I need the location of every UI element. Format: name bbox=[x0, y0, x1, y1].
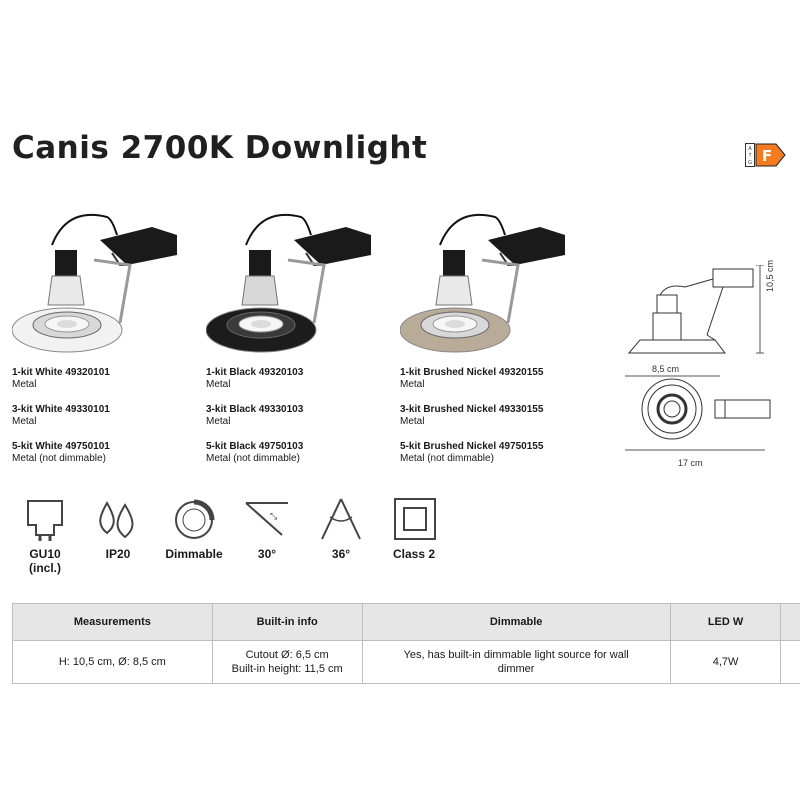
svg-text:A: A bbox=[748, 146, 752, 152]
feature-label: 30° bbox=[257, 547, 277, 561]
feature-label: Class 2 bbox=[392, 547, 436, 561]
variant-name: 5-kit Black 49750103 bbox=[206, 441, 304, 452]
variant-item bbox=[400, 441, 543, 465]
variant-item bbox=[400, 367, 543, 391]
feature-gu10 bbox=[15, 495, 75, 575]
variant-item bbox=[12, 367, 110, 391]
downlight-black-image bbox=[206, 205, 396, 355]
variant-item bbox=[12, 441, 110, 465]
table-row bbox=[13, 641, 800, 684]
variant-material: Metal (not dimmable) bbox=[12, 453, 106, 464]
top-view-drawing bbox=[615, 374, 775, 454]
variant-item bbox=[400, 404, 543, 428]
variant-item bbox=[206, 367, 303, 391]
header-builtin-info: Built-in info bbox=[212, 604, 362, 641]
cell-measurements: H: 10,5 cm, Ø: 8,5 cm bbox=[13, 641, 213, 684]
tilt-angle-icon bbox=[242, 495, 292, 543]
cell-led-w: 4,7W bbox=[670, 641, 781, 684]
builtin-height: Built-in height: 11,5 cm bbox=[231, 663, 343, 675]
beam-angle-icon bbox=[316, 495, 366, 543]
svg-text:↑: ↑ bbox=[747, 152, 753, 159]
header-dimmable: Dimmable bbox=[362, 604, 670, 641]
cell-builtin-info bbox=[212, 641, 362, 684]
downlight-brushed-nickel-image bbox=[400, 205, 590, 355]
header-measurements: Measurements bbox=[13, 604, 213, 641]
variant-item bbox=[12, 404, 110, 428]
energy-label bbox=[745, 143, 787, 167]
feature-30 bbox=[237, 495, 297, 561]
class2-icon bbox=[389, 495, 439, 543]
feature-label: IP20 bbox=[105, 547, 131, 561]
builtin-cutout: Cutout Ø: 6,5 cm bbox=[245, 649, 329, 661]
variant-name: 5-kit Brushed Nickel 49750155 bbox=[400, 441, 544, 452]
variant-material: Metal bbox=[206, 416, 231, 427]
svg-text:⤡: ⤡ bbox=[270, 511, 278, 521]
length-dimension: 17 cm bbox=[678, 458, 703, 468]
feature-ip20 bbox=[88, 495, 148, 561]
variant-name: 1-kit Black 49320103 bbox=[206, 367, 304, 378]
gu10-bulb-icon bbox=[20, 495, 70, 543]
variant-name: 5-kit White 49750101 bbox=[12, 441, 110, 452]
header-led-w: LED W bbox=[670, 604, 781, 641]
feature-label: Dimmable bbox=[165, 547, 223, 561]
feature-dimmable bbox=[164, 495, 224, 561]
variant-name: 3-kit Brushed Nickel 49330155 bbox=[400, 404, 544, 415]
variant-name: 3-kit Black 49330103 bbox=[206, 404, 304, 415]
variant-material: Metal bbox=[400, 379, 425, 390]
variant-item bbox=[206, 441, 303, 465]
variant-material: Metal bbox=[206, 379, 231, 390]
feature-label: 36° bbox=[331, 547, 351, 561]
variant-item bbox=[206, 404, 303, 428]
diameter-dimension: 8,5 cm bbox=[652, 364, 680, 374]
svg-text:G: G bbox=[748, 160, 752, 166]
side-view-drawing bbox=[615, 265, 775, 365]
variant-material: Metal bbox=[12, 379, 37, 390]
cell-dimmable bbox=[362, 641, 670, 684]
feature-label: GU10 bbox=[29, 547, 61, 561]
energy-class: F bbox=[761, 147, 773, 165]
variant-material: Metal (not dimmable) bbox=[206, 453, 300, 464]
feature-sublabel: (incl.) bbox=[29, 561, 61, 575]
downlight-white-image bbox=[12, 205, 202, 355]
page-title: Canis 2700K Downlight bbox=[12, 130, 428, 166]
cell-extra bbox=[781, 641, 800, 684]
variant-material: Metal (not dimmable) bbox=[400, 453, 494, 464]
variant-material: Metal bbox=[400, 416, 425, 427]
product-white bbox=[12, 205, 202, 465]
variant-name: 1-kit White 49320101 bbox=[12, 367, 110, 378]
dimmable-icon bbox=[169, 495, 219, 543]
dimmable-line2: dimmer bbox=[497, 663, 535, 675]
feature-36 bbox=[311, 495, 371, 561]
dimmable-line1: Yes, has built-in dimmable light source for wall bbox=[403, 649, 629, 661]
product-brushed-nickel bbox=[400, 205, 590, 465]
variant-name: 3-kit White 49330101 bbox=[12, 404, 110, 415]
water-drops-icon bbox=[93, 495, 143, 543]
header-extra bbox=[781, 604, 800, 641]
height-dimension: 10,5 cm bbox=[765, 259, 775, 292]
variant-material: Metal bbox=[12, 416, 37, 427]
spec-table bbox=[12, 603, 800, 684]
product-black bbox=[206, 205, 396, 465]
variant-name: 1-kit Brushed Nickel 49320155 bbox=[400, 367, 544, 378]
table-header-row bbox=[13, 604, 800, 641]
feature-class-2 bbox=[384, 495, 444, 561]
